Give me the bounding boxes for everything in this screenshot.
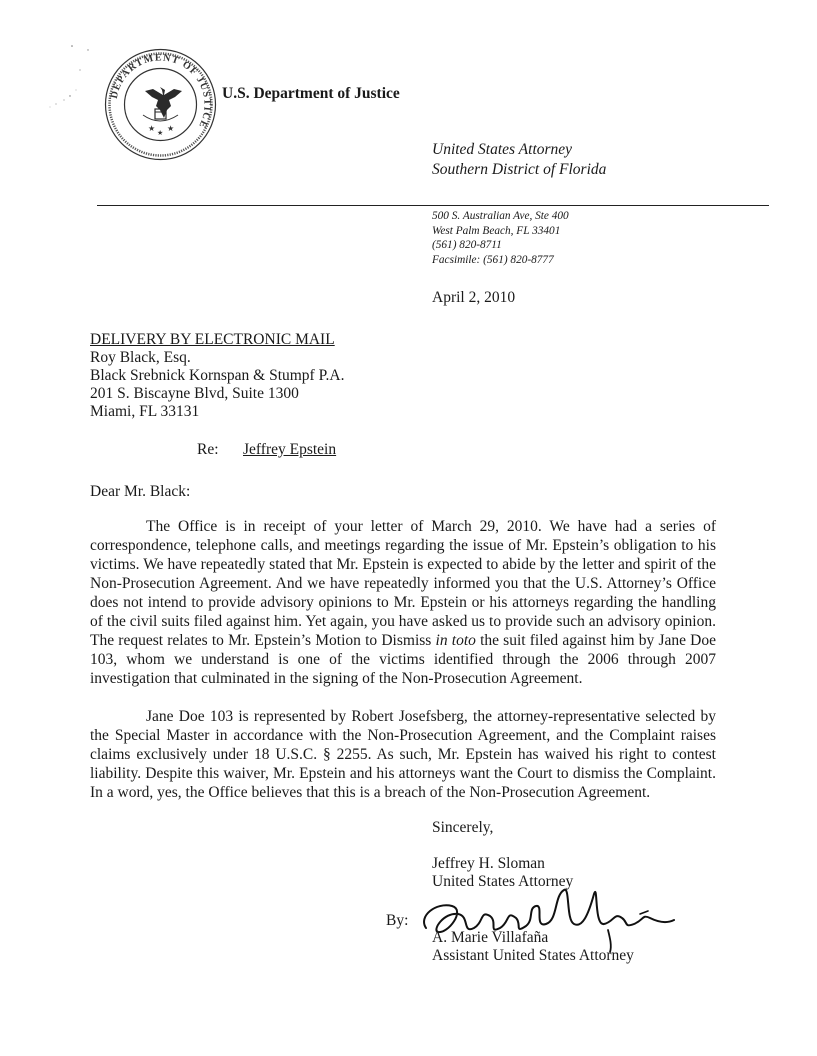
address-city: West Palm Beach, FL 33401 (432, 224, 561, 237)
body-paragraph-1 (90, 517, 716, 688)
svg-text:★: ★ (148, 124, 156, 133)
re-subject: Jeffrey Epstein (243, 441, 337, 458)
paragraph-1-emphasis: in toto (435, 632, 476, 649)
recipient-name: Roy Black, Esq. (90, 349, 191, 366)
closing: Sincerely, (432, 819, 494, 836)
office-title (432, 140, 606, 180)
signatory-title: United States Attorney (432, 873, 574, 890)
recipient-block (90, 331, 344, 421)
department-name: U.S. Department of Justice (222, 85, 400, 102)
svg-text:★: ★ (157, 129, 164, 137)
salutation: Dear Mr. Black: (90, 483, 191, 500)
recipient-city: Miami, FL 33131 (90, 403, 200, 420)
letter-date: April 2, 2010 (432, 289, 516, 306)
svg-text:DEPARTMENT OF JUSTICE: DEPARTMENT OF JUSTICE (108, 52, 213, 131)
address-phone: (561) 820-8711 (432, 239, 502, 251)
office-line-2: Southern District of Florida (432, 161, 607, 178)
recipient-street: 201 S. Biscayne Blvd, Suite 1300 (90, 385, 299, 402)
re-label: Re: (197, 441, 219, 458)
assistant-name: A. Marie Villafaña (432, 929, 549, 946)
address-street: 500 S. Australian Ave, Ste 400 (432, 210, 569, 222)
assistant-signatory (432, 929, 634, 965)
svg-text:★: ★ (167, 124, 175, 133)
address-fax: Facsimile: (561) 820-8777 (432, 253, 554, 266)
paragraph-1-text-b: the suit filed against him by Jane Doe 103, whom we understand is one of the victims identified through the 2006 through 2007 investigation that culminated in the signing of the Non-Prosecution Agreement. (90, 632, 716, 687)
body-paragraph-2: Jane Doe 103 is represented by Robert Josefsberg, the attorney-representative selected by the Special Master in accordance with the Non-Prosecution Agreement, and the Complaint raises claims exclusively under 18 U.S.C. § 2255. As such, Mr. Epstein has waived his right to contest liability. Despite this waiver, Mr. Epstein and his attorneys want the Court to dismiss the Complaint. In a word, yes, the Office believes that this is a breach of the Non-Prosecution Agreement. (90, 708, 716, 801)
paragraph-1-text-a: The Office is in receipt of your letter of March 29, 2010. We have had a series of correspondence, telephone calls, and meetings regarding the issue of Mr. Epstein’s obligation to his victims. We have repeatedly stated that Mr. Epstein is expected to abide by the letter and spirit of the Non-Prosecution Agreement. And we have repeatedly informed you that the U.S. Attorney’s Office does not intend to provide advisory opinions to Mr. Epstein or his attorneys regarding the handling of the civil suits filed against him. Yet again, you have asked us to provide such an advisory opinion. The request relates to Mr. Epstein’s Motion to Dismiss (90, 518, 716, 649)
recipient-firm: Black Srebnick Kornspan & Stumpf P.A. (90, 367, 345, 384)
signatory-name: Jeffrey H. Sloman (432, 855, 545, 872)
delivery-method: DELIVERY BY ELECTRONIC MAIL (90, 331, 335, 348)
scan-specks (30, 40, 90, 110)
doj-seal-icon (103, 47, 218, 162)
office-address (432, 209, 569, 267)
office-line-1: United States Attorney (432, 141, 573, 158)
by-label: By: (386, 912, 409, 929)
header-divider (97, 205, 769, 206)
assistant-title: Assistant United States Attorney (432, 947, 634, 964)
